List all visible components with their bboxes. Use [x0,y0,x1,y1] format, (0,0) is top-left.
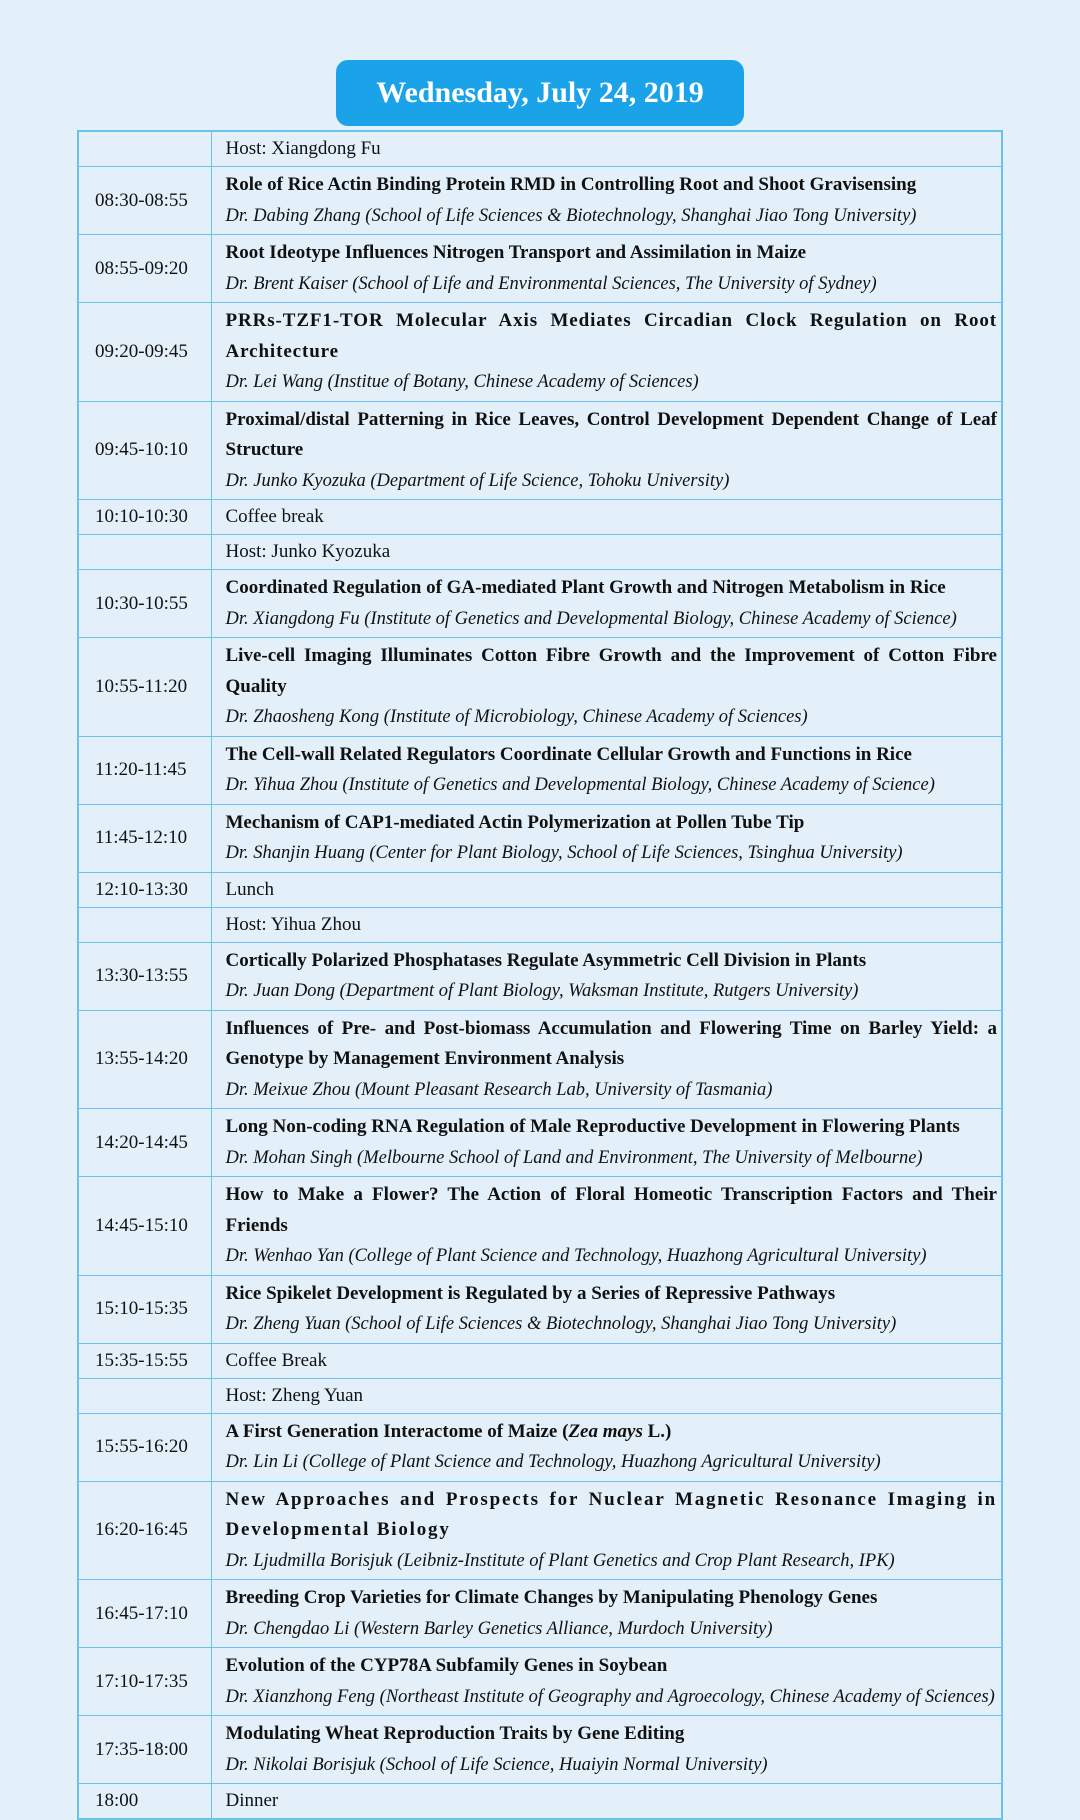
content-cell [211,1648,1002,1716]
talk-title: Long Non-coding RNA Regulation of Male Reproductive Development in Flowering Plants [225,1116,960,1137]
talk-title: The Cell-wall Related Regulators Coordinate Cellular Growth and Functions in Rice [225,743,912,765]
time-cell: 09:45-10:10 [78,401,211,500]
time-cell: 14:45-15:10 [78,1177,211,1276]
talk-title: Coordinated Regulation of GA-mediated Plant Growth and Nitrogen Metabolism in Rice [225,577,946,598]
break-label: Coffee Break [225,1349,327,1371]
time-cell [78,907,211,942]
talk-title: Mechanism of CAP1-mediated Actin Polymerization at Pollen Tube Tip [225,811,805,833]
content-cell [211,1580,1002,1648]
session-host: Host: Zheng Yuan [225,1384,364,1406]
speaker: Dr. Wenhao Yan (College of Plant Science and Technology, Huazhong Agricultural University) [225,1246,927,1266]
speaker: Dr. Ljudmilla Borisjuk (Leibniz-Institute of Plant Genetics and Crop Plant Research, IPK) [225,1550,895,1571]
break-label: Lunch [225,878,275,900]
schedule-row [78,303,1002,402]
speaker: Dr. Lin Li (College of Plant Science and Technology, Huazhong Agricultural University) [225,1452,881,1472]
time-cell: 09:20-09:45 [78,303,211,402]
content-cell [211,1378,1002,1413]
break-label: Dinner [225,1790,279,1811]
content-cell [211,1784,1002,1820]
speaker: Dr. Xianzhong Feng (Northeast Institute of Geography and Agroecology, Chinese Academy of Sciences) [225,1686,995,1707]
schedule-row [78,942,1002,1010]
time-cell: 08:30-08:55 [78,167,211,235]
talk-title: Root Ideotype Influences Nitrogen Transport and Assimilation in Maize [225,242,807,263]
time-cell: 17:10-17:35 [78,1648,211,1716]
content-cell [211,907,1002,942]
break-label: Coffee break [225,506,324,527]
speaker: Dr. Dabing Zhang (School of Life Sciences & Biotechnology, Shanghai Jiao Tong University) [225,205,917,226]
content-cell [211,1481,1002,1580]
time-cell: 11:45-12:10 [78,804,211,872]
speaker: Dr. Shanjin Huang (Center for Plant Biology, School of Life Sciences, Tsinghua University) [225,843,903,863]
content-cell [211,872,1002,907]
content-cell [211,235,1002,303]
time-cell: 13:55-14:20 [78,1010,211,1109]
schedule-body [78,131,1002,1819]
talk-title: New Approaches and Prospects for Nuclear Magnetic Resonance Imaging in Developmental Biology [225,1488,997,1540]
schedule-row [78,1481,1002,1580]
schedule-row [78,1413,1002,1481]
talk-title [226,1417,998,1448]
schedule-row [78,500,1002,535]
session-host: Host: Yihua Zhou [225,913,361,935]
content-cell [211,942,1002,1010]
time-cell [78,535,211,570]
talk-title: Modulating Wheat Reproduction Traits by Gene Editing [225,1723,685,1744]
schedule-row [78,535,1002,570]
talk-title: Breeding Crop Varieties for Climate Changes by Manipulating Phenology Genes [225,1587,878,1608]
speaker: Dr. Xiangdong Fu (Institute of Genetics and Developmental Biology, Chinese Academy of Science) [225,608,957,629]
time-cell: 14:20-14:45 [78,1109,211,1177]
content-cell [211,1177,1002,1276]
speaker: Dr. Yihua Zhou (Institute of Genetics and Developmental Biology, Chinese Academy of Science) [225,775,935,795]
schedule-row [78,1580,1002,1648]
talk-title: Cortically Polarized Phosphatases Regulate Asymmetric Cell Division in Plants [225,949,867,971]
schedule-row [78,907,1002,942]
time-cell: 15:35-15:55 [78,1343,211,1378]
content-cell [211,570,1002,638]
page-title: Wednesday, July 24, 2019 [336,60,744,126]
schedule-row [78,167,1002,235]
talk-title: How to Make a Flower? The Action of Floral Homeotic Transcription Factors and Their Friends [225,1184,997,1236]
schedule-row [78,1784,1002,1820]
content-cell [211,1010,1002,1109]
schedule-row [78,401,1002,500]
content-cell [211,535,1002,570]
content-cell [211,638,1002,737]
content-cell [211,1343,1002,1378]
time-cell: 12:10-13:30 [78,872,211,907]
time-cell: 15:55-16:20 [78,1413,211,1481]
schedule-table [77,130,1003,1820]
talk-title: Role of Rice Actin Binding Protein RMD in Controlling Root and Shoot Gravisensing [225,174,917,195]
session-host: Host: Xiangdong Fu [225,138,381,159]
time-cell: 10:30-10:55 [78,570,211,638]
time-cell: 10:55-11:20 [78,638,211,737]
schedule-row [78,1010,1002,1109]
speaker: Dr. Meixue Zhou (Mount Pleasant Research Lab, University of Tasmania) [225,1079,773,1100]
talk-title: Live-cell Imaging Illuminates Cotton Fibre Growth and the Improvement of Cotton Fibre Quality [225,645,997,697]
content-cell [211,131,1002,167]
time-cell [78,131,211,167]
speaker: Dr. Junko Kyozuka (Department of Life Science, Tohoku University) [225,470,730,491]
speaker: Dr. Lei Wang (Institue of Botany, Chinese Academy of Sciences) [225,372,699,392]
schedule-row [78,872,1002,907]
time-cell: 17:35-18:00 [78,1716,211,1784]
content-cell [211,736,1002,804]
schedule-row [78,1343,1002,1378]
talk-title: Rice Spikelet Development is Regulated by a Series of Repressive Pathways [225,1282,836,1304]
schedule-row [78,1109,1002,1177]
schedule-row [78,570,1002,638]
talk-title-part: L.) [642,1420,672,1442]
content-cell [211,167,1002,235]
talk-title: PRRs-TZF1-TOR Molecular Axis Mediates Circadian Clock Regulation on Root Architecture [225,310,997,362]
species-name: Zea mays [568,1420,643,1442]
schedule-row [78,1378,1002,1413]
schedule-row [78,131,1002,167]
schedule-row [78,804,1002,872]
time-cell: 10:10-10:30 [78,500,211,535]
speaker: Dr. Zhaosheng Kong (Institute of Microbiology, Chinese Academy of Sciences) [225,707,808,727]
time-cell [78,1378,211,1413]
schedule-row [78,1648,1002,1716]
time-cell: 11:20-11:45 [78,736,211,804]
schedule-row [78,1275,1002,1343]
time-cell: 16:20-16:45 [78,1481,211,1580]
schedule-row [78,1177,1002,1276]
talk-title: Influences of Pre- and Post-biomass Accumulation and Flowering Time on Barley Yield: a Genotype by Management Environment Analysis [225,1017,997,1069]
speaker: Dr. Zheng Yuan (School of Life Sciences & Biotechnology, Shanghai Jiao Tong University) [225,1314,897,1334]
content-cell [211,303,1002,402]
time-cell: 13:30-13:55 [78,942,211,1010]
content-cell [211,500,1002,535]
speaker: Dr. Brent Kaiser (School of Life and Environmental Sciences, The University of Sydney) [225,273,877,294]
talk-title: Evolution of the CYP78A Subfamily Genes in Soybean [225,1655,668,1676]
speaker: Dr. Juan Dong (Department of Plant Biology, Waksman Institute, Rutgers University) [225,981,859,1001]
speaker: Dr. Mohan Singh (Melbourne School of Land and Environment, The University of Melbourne) [225,1147,923,1168]
time-cell: 08:55-09:20 [78,235,211,303]
content-cell [211,1109,1002,1177]
time-cell: 18:00 [78,1784,211,1820]
schedule-row [78,1716,1002,1784]
content-cell [211,401,1002,500]
speaker: Dr. Nikolai Borisjuk (School of Life Science, Huaiyin Normal University) [225,1754,768,1775]
time-cell: 16:45-17:10 [78,1580,211,1648]
schedule-row [78,638,1002,737]
talk-title-part: A First Generation Interactome of Maize ( [225,1420,569,1442]
schedule-row [78,235,1002,303]
content-cell [211,1716,1002,1784]
content-cell [211,804,1002,872]
time-cell: 15:10-15:35 [78,1275,211,1343]
content-cell [211,1275,1002,1343]
talk-title: Proximal/distal Patterning in Rice Leaves, Control Development Dependent Change of Leaf Structure [225,408,997,460]
speaker: Dr. Chengdao Li (Western Barley Genetics Alliance, Murdoch University) [225,1618,773,1639]
session-host: Host: Junko Kyozuka [225,541,391,562]
schedule-row [78,736,1002,804]
content-cell [211,1413,1002,1481]
